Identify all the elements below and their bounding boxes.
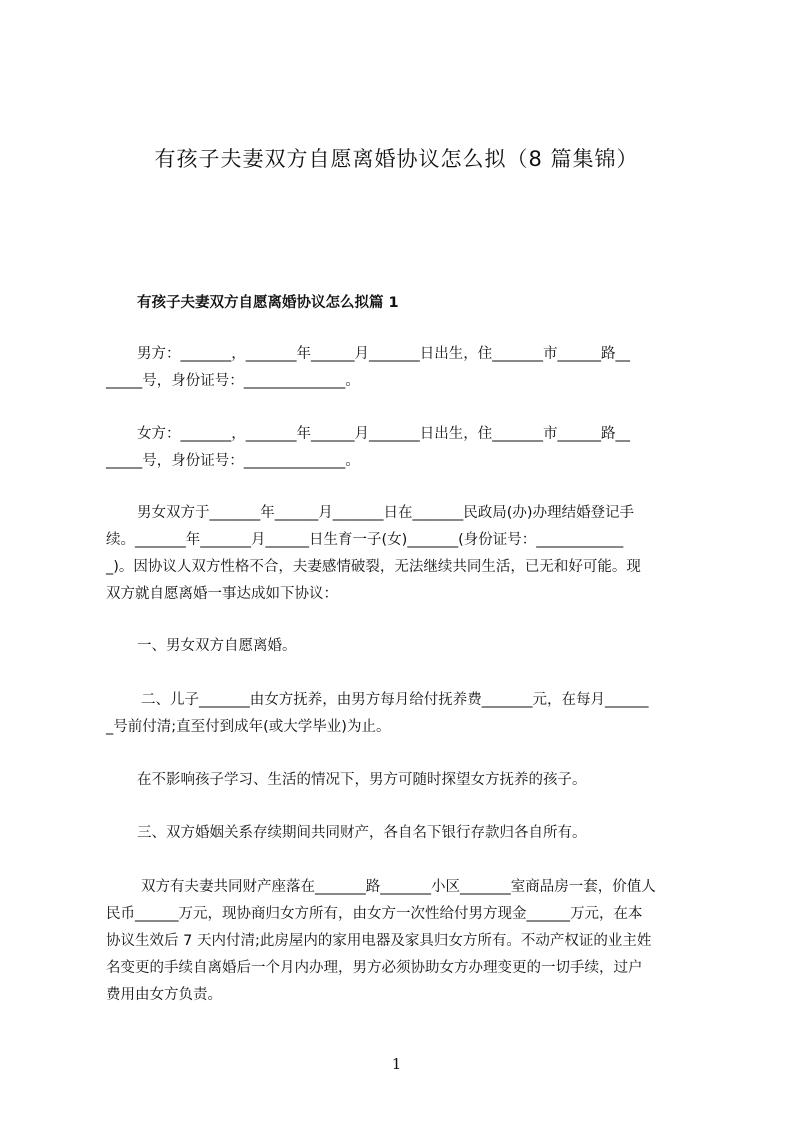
document-title: 有孩子夫妻双方自愿离婚协议怎么拟（8 篇集锦） — [154, 147, 639, 171]
text-line: 双方有夫妻共同财产座落在_______路_______小区_______室商品房一套，价值人 — [141, 879, 656, 895]
text-line: 男方：_______，_______年______月_______日出生，住_______市______路__ — [137, 346, 630, 362]
text-line: 男女双方于_______年______月_______日在_______民政局(办)办理结婚登记手 — [137, 505, 635, 521]
text-line: 协议生效后 7 天内付清;此房屋内的家用电器及家具归女方所有。不动产权证的业主姓 — [106, 933, 652, 949]
text-line: 女方：_______，_______年______月_______日出生，住_______市______路__ — [137, 426, 630, 442]
male-party-paragraph — [106, 341, 707, 395]
text-line: 在不影响孩子学习、生活的情况下，男方可随时探望女方抚养的孩子。 — [137, 772, 587, 788]
text-line: 费用由女方负责。 — [106, 987, 222, 1003]
text-line: 三、双方婚姻关系存续期间共同财产，各自名下银行存款归各自所有。 — [137, 825, 587, 841]
text-line: 二、儿子_______由女方抚养，由男方每月给付抚养费_______元，在每月______ — [141, 692, 649, 708]
property-paragraph — [106, 874, 702, 1009]
text-line: _____号，身份证号：______________。 — [106, 373, 360, 389]
clause-2 — [106, 687, 702, 741]
female-party-paragraph — [106, 421, 707, 475]
text-line: _____号，身份证号：______________。 — [106, 453, 360, 469]
text-line: 一、男女双方自愿离婚。 — [137, 638, 297, 654]
marriage-paragraph — [106, 500, 702, 608]
text-line: 名变更的手续自离婚后一个月内办理，男方必须协助女方办理变更的一切手续，过户 — [106, 960, 643, 976]
text-line: _号前付清;直至付到成年(或大学毕业)为止。 — [106, 719, 391, 735]
text-line: 续。_______年_______月______日生育一子(女)_______(身份证号：____________ — [106, 532, 624, 548]
section-heading: 有孩子夫妻双方自愿离婚协议怎么拟篇 1 — [137, 295, 399, 311]
visitation-paragraph — [137, 767, 733, 794]
text-line: _)。因协议人双方性格不合，夫妻感情破裂，无法继续共同生活，已无和好可能。现 — [106, 559, 641, 575]
clause-1 — [137, 633, 733, 660]
text-line: 民币______万元，现协商归女方所有，由女方一次性给付男方现金______万元，在本 — [106, 906, 643, 922]
text-line: 双方就自愿离婚一事达成如下协议： — [106, 586, 338, 602]
clause-3 — [137, 820, 733, 847]
page-number: 1 — [391, 1055, 402, 1073]
